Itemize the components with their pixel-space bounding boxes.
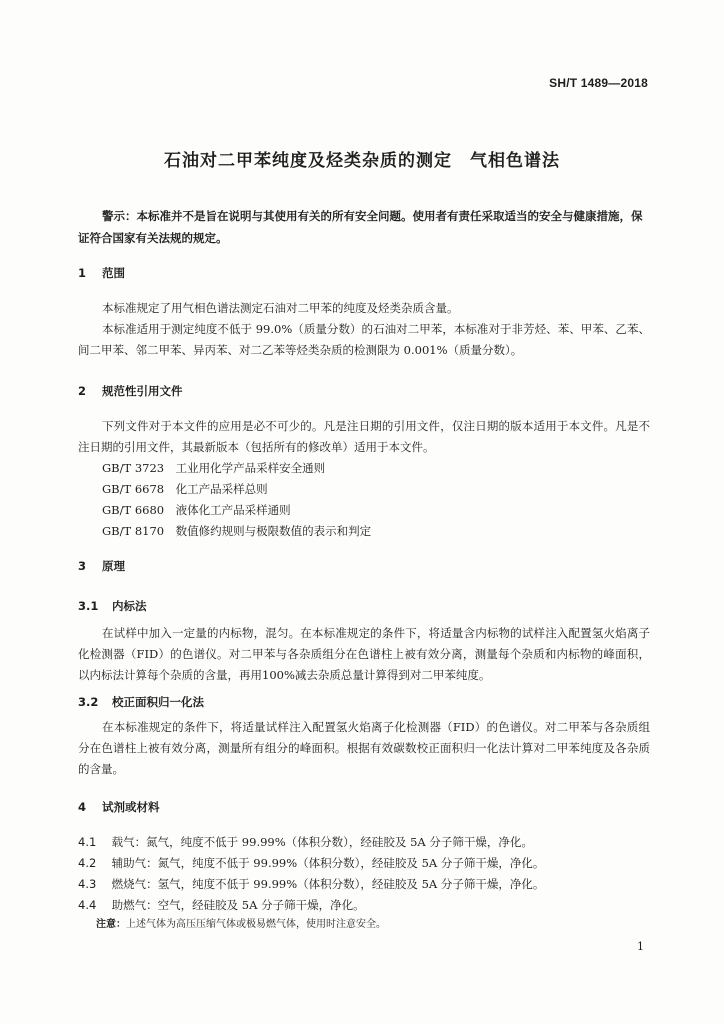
reference-title: 工业用化学产品采样安全通则 bbox=[175, 461, 326, 475]
material-item bbox=[78, 874, 544, 895]
section-number: 3 bbox=[78, 559, 87, 573]
section-3-heading bbox=[78, 558, 125, 574]
reference-code: GB/T 6678 bbox=[102, 482, 165, 496]
section-title: 规范性引用文件 bbox=[102, 384, 183, 398]
item-text: 燃烧气：氢气，纯度不低于 99.99%（体积分数），经硅胶及 5A 分子筛干燥，净化。 bbox=[111, 877, 545, 891]
item-number: 4.1 bbox=[78, 835, 97, 849]
item-text: 助燃气：空气，经硅胶及 5A 分子筛干燥，净化。 bbox=[111, 898, 365, 912]
note-label: 注意： bbox=[96, 919, 126, 930]
safety-note bbox=[96, 917, 386, 933]
document-title: 石油对二甲苯纯度及烃类杂质的测定 气相色谱法 bbox=[164, 151, 560, 171]
section-3-1-text: 在试样中加入一定量的内标物，混匀。在本标准规定的条件下，将适量含内标物的试样注入配置氢火焰离子化检测器（FID）的色谱仪。对二甲苯与各杂质组分在色谱柱上被有效分离，测量每个杂质和内标物的峰面积，以内标法计算每个杂质的含量，再用100%减去杂质总量计算得到对二甲苯纯度。 bbox=[78, 626, 650, 682]
material-item bbox=[78, 832, 544, 853]
subsection-number: 3.1 bbox=[78, 599, 99, 613]
standard-code: SH/T 1489—2018 bbox=[549, 76, 648, 90]
section-title: 原理 bbox=[102, 559, 126, 573]
section-3-1-heading bbox=[78, 598, 147, 614]
item-text: 载气：氮气，纯度不低于 99.99%（体积分数），经硅胶及 5A 分子筛干燥，净化。 bbox=[111, 835, 533, 849]
section-number: 2 bbox=[78, 384, 87, 398]
safety-warning: 警示：本标准并不是旨在说明与其使用有关的所有安全问题。使用者有责任采取适当的安全与健康措施，保证符合国家有关法规的规定。 bbox=[78, 209, 643, 245]
reference-item bbox=[102, 479, 371, 500]
item-number: 4.3 bbox=[78, 877, 97, 891]
section-3-2-text: 在本标准规定的条件下，将适量试样注入配置氢火焰离子化检测器（FID）的色谱仪。对二甲苯与各杂质组分在色谱柱上被有效分离，测量所有组分的峰面积。根据有效碳数校正面积归一化法计算对二甲苯纯度及各杂质的含量。 bbox=[78, 720, 650, 776]
note-text: 上述气体为高压压缩气体或极易燃气体，使用时注意安全。 bbox=[126, 919, 386, 930]
section-1-heading bbox=[78, 265, 125, 281]
subsection-number: 3.2 bbox=[78, 695, 99, 709]
reference-code: GB/T 6680 bbox=[102, 503, 165, 517]
section-1-paragraph-2: 本标准适用于测定纯度不低于 99.0%（质量分数）的石油对二甲苯，本标准对于非芳烃、苯、甲苯、乙苯、间二甲苯、邻二甲苯、异丙苯、对二乙苯等烃类杂质的检测限为 0.001%（质量分数）。 bbox=[78, 322, 650, 357]
section-number: 1 bbox=[78, 266, 87, 280]
item-text: 辅助气：氮气，纯度不低于 99.99%（体积分数），经硅胶及 5A 分子筛干燥，净化。 bbox=[111, 856, 545, 870]
reference-title: 液体化工产品采样通则 bbox=[175, 503, 291, 517]
reference-title: 化工产品采样总则 bbox=[175, 482, 268, 496]
reference-code: GB/T 3723 bbox=[102, 461, 165, 475]
reference-item bbox=[102, 521, 371, 542]
reference-item bbox=[102, 500, 371, 521]
reference-list bbox=[102, 458, 371, 542]
subsection-title: 校正面积归一化法 bbox=[112, 695, 205, 709]
section-2-intro: 下列文件对于本文件的应用是必不可少的。凡是注日期的引用文件，仅注日期的版本适用于本文件。凡是不注日期的引用文件，其最新版本（包括所有的修改单）适用于本文件。 bbox=[78, 419, 650, 454]
materials-list bbox=[78, 832, 544, 916]
subsection-title: 内标法 bbox=[112, 599, 147, 613]
section-4-heading bbox=[78, 799, 160, 815]
reference-title: 数值修约规则与极限数值的表示和判定 bbox=[175, 524, 372, 538]
material-item bbox=[78, 853, 544, 874]
item-number: 4.2 bbox=[78, 856, 97, 870]
reference-item bbox=[102, 458, 371, 479]
section-3-2-heading bbox=[78, 694, 204, 710]
section-title: 范围 bbox=[102, 266, 126, 280]
section-number: 4 bbox=[78, 800, 87, 814]
material-item bbox=[78, 895, 544, 916]
item-number: 4.4 bbox=[78, 898, 97, 912]
section-title: 试剂或材料 bbox=[102, 800, 160, 814]
reference-code: GB/T 8170 bbox=[102, 524, 165, 538]
section-2-heading bbox=[78, 383, 183, 399]
page-number: 1 bbox=[637, 940, 644, 953]
section-1-paragraph-1: 本标准规定了用气相色谱法测定石油对二甲苯的纯度及烃类杂质含量。 bbox=[102, 301, 459, 315]
